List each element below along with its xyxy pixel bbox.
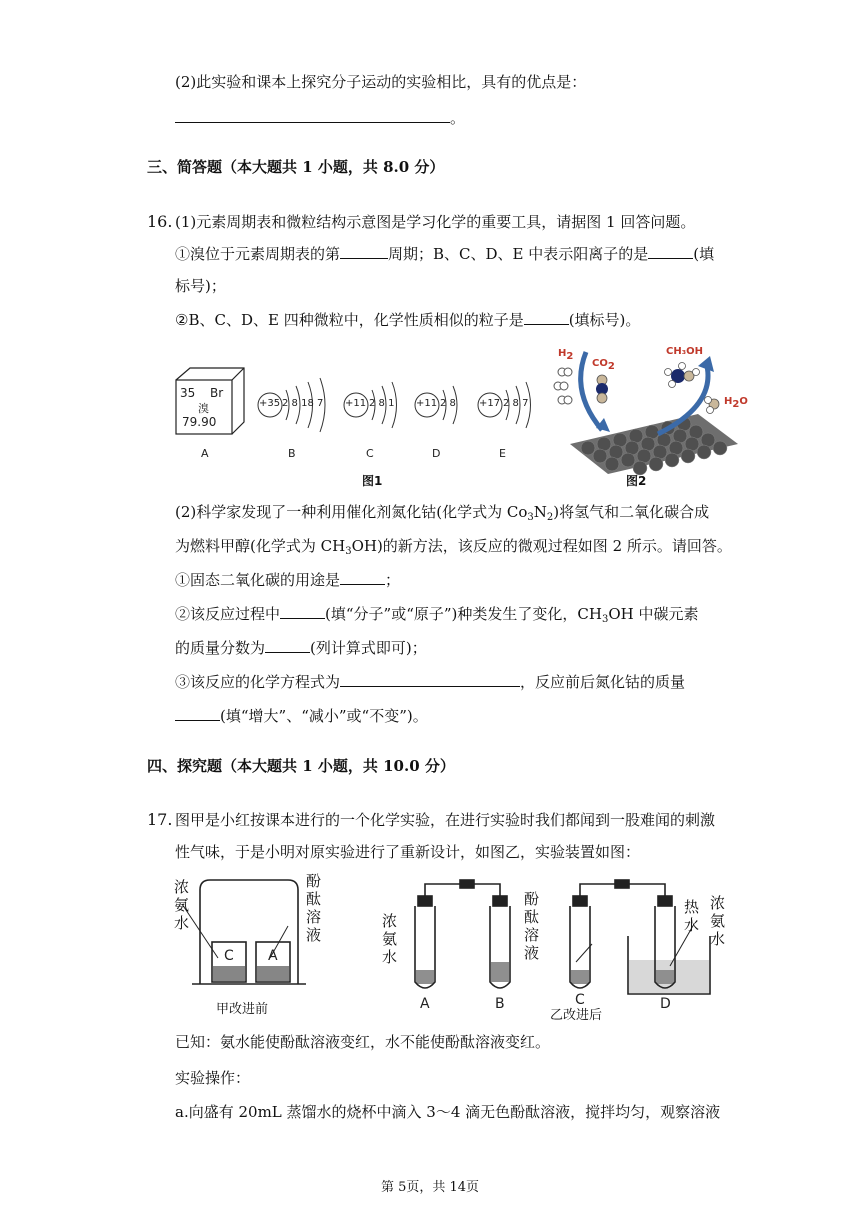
q16-paragraph-7 — [175, 570, 400, 590]
q16-paragraph-5 — [175, 502, 709, 528]
figure-2-svg — [548, 344, 756, 492]
q17-known: 已知：氨水能使酚酞溶液变红，水不能使酚酞溶液变红。 — [175, 1033, 551, 1051]
subscript: 3 — [527, 512, 534, 523]
section-4-heading: 四、探究题（本大题共 1 小题，共 10.0 分） — [147, 757, 455, 775]
yi-label-ammonia: 浓氨水 — [382, 912, 398, 966]
ch3oh-molecule — [665, 363, 700, 388]
atom-b-label: B — [288, 447, 296, 460]
subscript: 2 — [546, 512, 554, 523]
answer-blank — [280, 604, 325, 619]
text: ①溴位于元素周期表的第 — [175, 245, 341, 263]
q16-paragraph-10 — [175, 672, 685, 692]
q15-part2: (2)此实验和课本上探究分子运动的实验相比，具有的优点是： — [175, 73, 587, 91]
text: H — [558, 348, 567, 359]
answer-blank — [175, 706, 220, 721]
answer-blank — [340, 570, 385, 585]
q17-paragraph-2: 性气味，于是小明对原实验进行了重新设计，如图乙，实验装置如图： — [175, 843, 641, 861]
element-symbol: Br — [210, 386, 224, 400]
figure-1-caption: 图1 — [362, 474, 383, 488]
subscript: 2 — [566, 351, 574, 362]
q16-paragraph-3: 标号)； — [175, 277, 226, 295]
yi-tube-a-label: A — [420, 996, 430, 1012]
text: (填标号)。 — [568, 311, 641, 329]
element-number: 35 — [180, 386, 196, 400]
h2o-molecule — [705, 397, 720, 414]
text: ②B、C、D、E 四种微粒中，化学性质相似的粒子是 — [175, 311, 524, 329]
q16-paragraph-2 — [175, 244, 714, 264]
subscript: 3 — [601, 614, 609, 625]
label-a: A — [201, 447, 209, 460]
q16-paragraph-1: (1)元素周期表和微粒结构示意图是学习化学的重要工具，请据图 1 回答问题。 — [175, 213, 696, 231]
liquid-fill — [213, 966, 289, 981]
h2-label — [558, 348, 573, 362]
text: )将氢气和二氧化碳合成 — [553, 503, 710, 521]
text: CO — [592, 358, 608, 369]
answer-blank — [648, 244, 693, 259]
yi-label-hot-water: 热水 — [684, 898, 700, 934]
h2o-label — [724, 396, 748, 410]
subscript: 2 — [732, 399, 740, 410]
answer-blank — [265, 638, 310, 653]
text: ，反应前后氮化钴的质量 — [520, 673, 686, 691]
tube-liquids — [416, 960, 709, 993]
text: 的质量分数为 — [175, 639, 266, 657]
yi-label-phenol: 酚酞溶液 — [524, 890, 540, 962]
q16-paragraph-6 — [175, 536, 732, 562]
figure-1 — [170, 360, 540, 490]
yi-tube-d-label: D — [660, 996, 671, 1012]
text: (填“分子”或“原子”)种类发生了变化，CH — [325, 605, 602, 623]
ch3oh-label: CH₃OH — [666, 346, 703, 357]
q15-answer-line — [175, 108, 465, 128]
text: (列计算式即可)； — [310, 639, 427, 657]
yi-tube-c-label: C — [575, 992, 585, 1008]
text: O — [739, 396, 748, 407]
apparatus-figure — [170, 866, 740, 1022]
atom-d-label: D — [432, 447, 441, 460]
co2-label — [592, 358, 615, 372]
atom-c-nucleus: +11 — [345, 398, 367, 409]
atom-b-nucleus: +35 — [259, 398, 281, 409]
subscript: 3 — [345, 546, 352, 557]
yi-caption: 乙改进后 — [550, 1008, 603, 1023]
question-16-number: 16. — [147, 212, 173, 231]
atom-e-nucleus: +17 — [479, 398, 501, 409]
figure-2 — [548, 344, 756, 492]
text: ； — [385, 571, 401, 589]
atom-c-electrons: 2 8 1 — [369, 398, 395, 409]
atom-d-nucleus: +11 — [416, 398, 438, 409]
text: ②该反应过程中 — [175, 605, 281, 623]
text: H — [724, 396, 733, 407]
answer-blank — [340, 672, 520, 687]
text: OH 中碳元素 — [608, 605, 699, 623]
answer-blank — [524, 310, 569, 325]
atom-e-label: E — [499, 447, 506, 460]
question-17-number: 17. — [147, 810, 173, 829]
jia-label-ammonia: 浓氨水 — [174, 878, 190, 932]
yi-label-ammonia-2: 浓氨水 — [710, 894, 726, 948]
element-name: 溴 — [198, 402, 209, 415]
atom-b-electrons: 2 8 18 7 — [282, 398, 324, 409]
answer-blank — [175, 108, 450, 123]
text: OH)的新方法，该反应的微观过程如图 2 所示。请回答。 — [351, 537, 732, 555]
text: 为燃料甲醇(化学式为 CH — [175, 537, 346, 555]
end-mark: 。 — [450, 109, 466, 127]
co2-molecule — [596, 375, 608, 403]
jia-label-phenol: 酚酞溶液 — [306, 872, 322, 944]
text: (填“增大”、“减小”或“不变”)。 — [220, 707, 428, 725]
q16-paragraph-9 — [175, 638, 427, 658]
jia-caption: 甲改进前 — [216, 1002, 269, 1017]
element-mass: 79.90 — [182, 415, 217, 429]
text: ③该反应的化学方程式为 — [175, 673, 341, 691]
atom-c-label: C — [366, 447, 374, 460]
text: ①固态二氧化碳的用途是 — [175, 571, 341, 589]
text: (填 — [693, 245, 715, 263]
subscript: 2 — [607, 361, 615, 372]
q16-paragraph-11 — [175, 706, 428, 726]
text: 周期；B、C、D、E 中表示阳离子的是 — [388, 245, 649, 263]
q16-paragraph-4 — [175, 310, 640, 330]
answer-blank — [340, 244, 388, 259]
h2-molecules — [554, 368, 572, 404]
text: (2)科学家发现了一种利用催化剂氮化钴(化学式为 Co — [175, 503, 528, 521]
q17-operations-heading: 实验操作： — [175, 1069, 251, 1087]
yi-tube-b-label: B — [495, 996, 505, 1012]
figure-2-caption: 图2 — [626, 474, 647, 488]
section-3-heading: 三、简答题（本大题共 1 小题，共 8.0 分） — [147, 158, 445, 176]
q17-paragraph-1: 图甲是小红按课本进行的一个化学实验，在进行实验时我们都闻到一股难闻的刺激 — [175, 811, 716, 829]
jia-beaker-c-label: C — [224, 948, 234, 964]
q16-paragraph-8 — [175, 604, 699, 630]
q17-operation-a: a.向盛有 20mL 蒸馏水的烧杯中滴入 3～4 滴无色酚酞溶液，搅拌均匀，观察溶液 — [175, 1103, 721, 1121]
figure-1-svg — [170, 360, 540, 490]
page-footer: 第 5页，共 14页 — [380, 1180, 480, 1195]
atom-d-electrons: 2 8 — [440, 398, 456, 409]
atom-e-electrons: 2 8 7 — [503, 398, 529, 409]
text: N — [533, 503, 547, 521]
jia-beaker-a-label: A — [268, 948, 278, 964]
